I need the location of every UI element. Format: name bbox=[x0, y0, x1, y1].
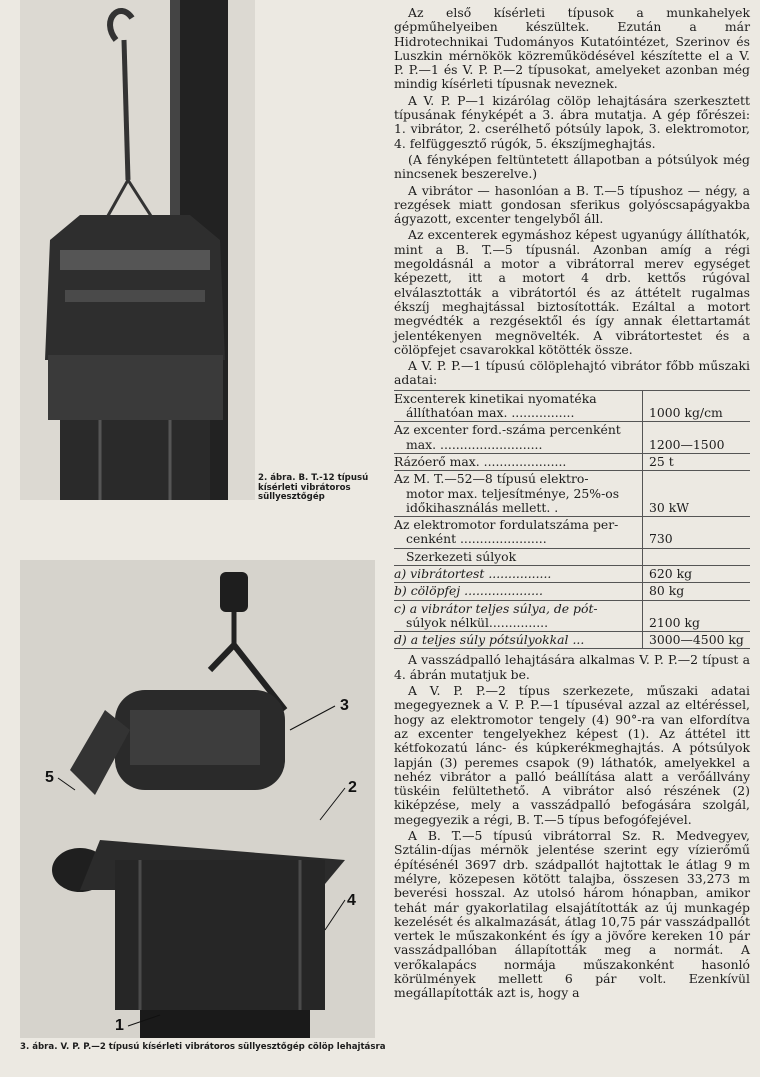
spec-row bbox=[394, 422, 750, 454]
label-5: 5 bbox=[45, 769, 54, 786]
spec-row bbox=[394, 517, 750, 549]
spec-label-cont: max. .......................... bbox=[406, 436, 543, 452]
spec-label-cont: állíthatóan max. ................ bbox=[406, 405, 575, 421]
spec-value: 3000—4500 kg bbox=[649, 632, 744, 648]
spec-value: 730 bbox=[649, 531, 673, 547]
spec-label: Excenterek kinetikai nyomatéka bbox=[394, 390, 597, 406]
paragraph: (A fényképen feltüntetett állapotban a pótsúlyok még nincsenek beszerelve.) bbox=[394, 151, 750, 182]
paragraph: A V. P. P.—2 típus szerkezete, műszaki adatai megegyeznek a V. P. P.—1 típuséval azzal az eltéréssel, hogy az elektromotor tengely (4) 90°-ra van elfordítva az excenter tengelyekhez képest (1). Az áttétel itt kétfokozatú lánc- és kúpkerékmeghajtás. A pótsúlyok lapján (3) peremes csapok (9) láthatók, amelyekkel a nehéz vibrátor a palló beállítása alatt a verőállvány tüskéin felültethető. A vibrátor alsó részének (2) kiképzése, mely a vasszádpalló befogására szolgál, megegyezik a régi, B. T.—5 típus befogófejével. bbox=[394, 683, 750, 827]
spec-value: 1000 kg/cm bbox=[649, 405, 723, 421]
spec-label-cont: motor max. teljesítménye, 25%-os időkihasználás mellett. . bbox=[406, 485, 620, 515]
spec-label: Az elektromotor fordulatszáma per- bbox=[394, 517, 619, 533]
paragraph: A V. P. P.—1 típusú cölöplehajtó vibrátor főbb műszaki adatai: bbox=[394, 358, 750, 388]
spec-row bbox=[394, 566, 750, 583]
label-3: 3 bbox=[340, 697, 349, 714]
spec-value: 30 kW bbox=[649, 499, 689, 515]
spec-row bbox=[394, 549, 750, 566]
text-column bbox=[394, 6, 750, 1003]
spec-table bbox=[394, 390, 750, 650]
spec-value: 620 kg bbox=[649, 565, 693, 581]
spec-row bbox=[394, 632, 750, 649]
paragraph: A B. T.—5 típusú vibrátorral Sz. R. Medvegyev, Sztálin-díjas mérnök jelentése szerint egy vízierőmű építésénél 3697 drb. szádpallót hajtottak le átlag 9 m mélyre, közepesen kötött talajba, összesen 33,273 m beverési hosszal. Az utolsó három hónapban, amikor tehát már gyakorlatilag elsajátították az új munkagép kezelését és alkalmazását, átlag 10,75 pár vasszádpallót vertek le műszakonként és így a jövőre kereken 10 pár vasszádpallóban állapították meg a normát. A verőkalapács normája műszakonként hasonló körülmények mellett 6 pár volt. Ezenkívül megállapították azt is, hogy a bbox=[394, 828, 750, 1001]
spec-label-cont: súlyok nélkül............... bbox=[406, 614, 549, 630]
spec-label: Az M. T.—52—8 típusú elektro- bbox=[394, 471, 589, 487]
figure-2-caption: 2. ábra. B. T.-12 típusú kísérleti vibrátoros süllyesztőgép bbox=[258, 473, 369, 502]
paragraph: Az első kísérleti típusok a munkahelyek gépműhelyeiben készültek. Ezután a már Hidrotechnikai Tudományos Kutatóintézet, Szerinov és Luszkin mérnökök közreműködésével készítette el a V. P. P.—1 és V. P. P.—2 típusokat, amelyeket azonban még mindig kísérleti típusnak neveznek. bbox=[394, 5, 750, 92]
spec-row bbox=[394, 391, 750, 423]
spec-label: b) cölöpfej .................... bbox=[394, 583, 543, 599]
paragraph: A vasszádpalló lehajtására alkalmas V. P. P.—2 típust a 4. ábrán mutatjuk be. bbox=[394, 652, 750, 682]
spec-label: Szerkezeti súlyok bbox=[406, 548, 517, 564]
figure-2-photo bbox=[20, 0, 255, 500]
spec-value: 2100 kg bbox=[649, 614, 700, 630]
spec-label-cont: cenként ...................... bbox=[406, 531, 547, 547]
paragraph: A V. P. P—1 kizárólag cölöp lehajtására szerkesztett típusának fényképét a 3. ábra mutatja. A gép főrészei: 1. vibrátor, 2. cserélhető pótsúly lapok, 3. elektromotor, 4. felfüggesztő rúgók, 5. ékszíjmeghajtás. bbox=[394, 92, 750, 151]
spec-label: d) a teljes súly pótsúlyokkal ... bbox=[394, 632, 585, 648]
spec-value: 80 kg bbox=[649, 583, 685, 599]
label-2: 2 bbox=[348, 779, 357, 796]
paragraph: A vibrátor — hasonlóan a B. T.—5 típushoz — négy, a rezgések miatt gondosan sferikus golyóscsapágyakba ágyazott, excenter tengelyből áll. bbox=[394, 182, 750, 227]
pile-driver-illustration bbox=[20, 560, 375, 1038]
spec-value: 1200—1500 bbox=[649, 436, 725, 452]
label-1: 1 bbox=[115, 1017, 124, 1034]
spec-row bbox=[394, 471, 750, 517]
figure-3-caption: 3. ábra. V. P. P.—2 típusú kísérleti vibrátoros süllyesztőgép cölöp lehajtásra bbox=[20, 1042, 386, 1052]
vibrator-machine-illustration bbox=[20, 0, 255, 500]
spec-row bbox=[394, 601, 750, 633]
spec-label: Az excenter ford.-száma percenként bbox=[394, 422, 621, 438]
spec-label: c) a vibrátor teljes súlya, de pót- bbox=[394, 600, 598, 616]
spec-label: a) vibrátortest ................ bbox=[394, 565, 552, 581]
spec-row bbox=[394, 583, 750, 600]
label-4: 4 bbox=[347, 892, 356, 909]
figure-3-photo bbox=[20, 560, 375, 1038]
spec-row bbox=[394, 454, 750, 471]
spec-label: Rázóerő max. ..................... bbox=[394, 453, 567, 469]
spec-value: 25 t bbox=[649, 453, 674, 469]
paragraph: Az excenterek egymáshoz képest ugyanúgy állíthatók, mint a B. T.—5 típusnál. Azonban amíg a régi megoldásnál a motor a vibrátorral merev egységet képezett, itt a motort 4 drb. kettős rúgóval elválasztották a vibrátortól és az áttételt rugalmas ékszíj meghajtással biztosították. Ezáltal a motort megvédték a rezgésektől és így annak élettartamát jelentékenyen megnövelték. A vibrátortestet és a cölöpfejet csavarokkal kötötték össze. bbox=[394, 227, 750, 357]
spec-value bbox=[643, 549, 750, 565]
